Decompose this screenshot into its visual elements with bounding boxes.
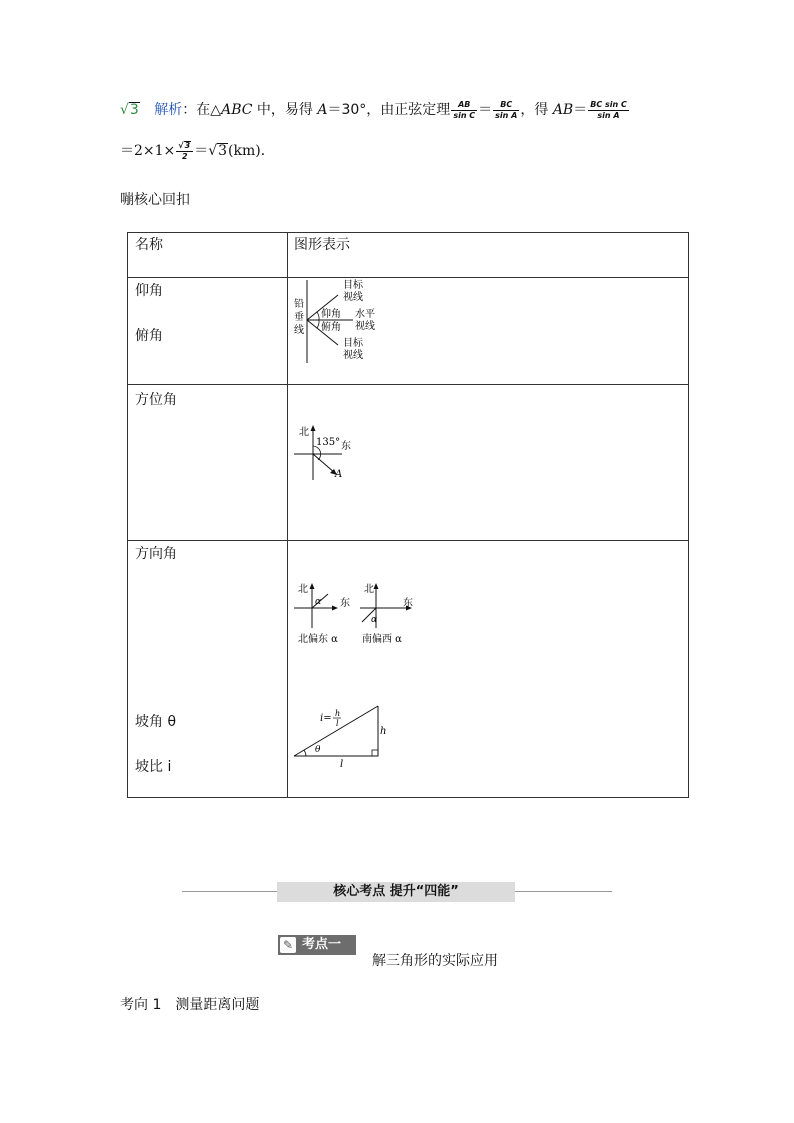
dir-left-east: 东 bbox=[340, 598, 350, 609]
direction-title: 考向 1 测量距离问题 bbox=[120, 997, 260, 1013]
dir-left-north: 北 bbox=[298, 584, 308, 595]
elevation-label: 仰角 bbox=[321, 309, 341, 320]
plumb-line-label-3: 线 bbox=[294, 325, 304, 336]
name-depression: 俯角 bbox=[135, 328, 163, 344]
header-col-name: 名称 bbox=[135, 237, 163, 253]
slope-frac-l: l bbox=[336, 719, 339, 728]
plumb-line-label-2: 垂 bbox=[294, 312, 304, 323]
plumb-line-label-1: 铅 bbox=[294, 299, 304, 310]
slope-l: l bbox=[340, 759, 344, 770]
slope-theta: θ bbox=[315, 745, 321, 755]
fraction-ab-sinc: $\frac{AB}{\text{sin C}}$ bbox=[453, 99, 476, 120]
core-table bbox=[127, 232, 689, 798]
dir-right-north: 北 bbox=[364, 584, 374, 595]
bearing-angle: 135° bbox=[316, 437, 341, 448]
fraction-sqrt3-over-2: $\frac{√3}{2}$ bbox=[176, 141, 193, 162]
dir-right-caption: 南偏西 α bbox=[362, 634, 402, 645]
name-bearing: 方位角 bbox=[135, 392, 177, 408]
name-elevation: 仰角 bbox=[135, 283, 163, 299]
name-slope-ratio: 坡比 i bbox=[135, 759, 172, 775]
answer-line-1: √3 解析：在△ABC 中，易得 A＝30°，由正弦定理 $\frac{AB}{\text{sin C}}$ ＝ $\frac{BC}{\text{sin A}}$ ，得 AB＝ $\frac{\text{BC sin C}}{\text{sin A}}$ bbox=[120, 99, 627, 120]
direction-figure bbox=[290, 578, 425, 648]
dir-right-east: 东 bbox=[403, 598, 413, 609]
answer-value: √3 bbox=[120, 102, 139, 118]
bearing-east: 东 bbox=[341, 441, 351, 452]
kaodian-badge: ✎ 考点一 bbox=[278, 935, 356, 955]
horizontal-2: 视线 bbox=[355, 321, 375, 332]
target-bottom-1: 目标 bbox=[343, 338, 363, 349]
section-banner: 核心考点 提升“四能” bbox=[277, 882, 515, 902]
kaodian-title: 解三角形的实际应用 bbox=[372, 953, 498, 969]
slope-frac-h: h bbox=[335, 709, 341, 718]
elevation-depression-figure bbox=[288, 275, 398, 367]
fraction-bc-sina: $\frac{BC}{\text{sin A}}$ bbox=[495, 99, 518, 120]
target-top-1: 目标 bbox=[343, 280, 363, 291]
analysis-label: 解析 bbox=[154, 102, 183, 118]
bearing-north: 北 bbox=[299, 427, 309, 438]
bearing-figure bbox=[290, 422, 370, 484]
dir-left-caption: 北偏东 α bbox=[298, 634, 338, 645]
slope-i-label: i= bbox=[320, 713, 332, 724]
dir-right-alpha: α bbox=[371, 615, 378, 625]
dir-left-alpha: α bbox=[315, 597, 322, 607]
name-direction: 方向角 bbox=[135, 546, 177, 562]
bearing-point-a: A bbox=[335, 469, 343, 480]
name-slope-angle: 坡角 θ bbox=[135, 714, 177, 730]
horizontal-1: 水平 bbox=[355, 309, 375, 320]
answer-line-2: ＝2×1× $\frac{√3}{2}$ ＝√3(km)． bbox=[120, 140, 275, 161]
slope-figure bbox=[290, 702, 390, 770]
fraction-bcsinc-sina: $\frac{\text{BC sin C}}{\text{sin A}}$ bbox=[590, 99, 627, 120]
core-review-heading: 嘣核心回扣 bbox=[120, 192, 190, 208]
header-col-figure: 图形表示 bbox=[294, 237, 350, 253]
depression-label: 俯角 bbox=[321, 322, 341, 333]
target-top-2: 视线 bbox=[343, 292, 363, 303]
target-bottom-2: 视线 bbox=[343, 350, 363, 361]
slope-h: h bbox=[380, 726, 387, 737]
pencil-icon: ✎ bbox=[280, 937, 296, 953]
